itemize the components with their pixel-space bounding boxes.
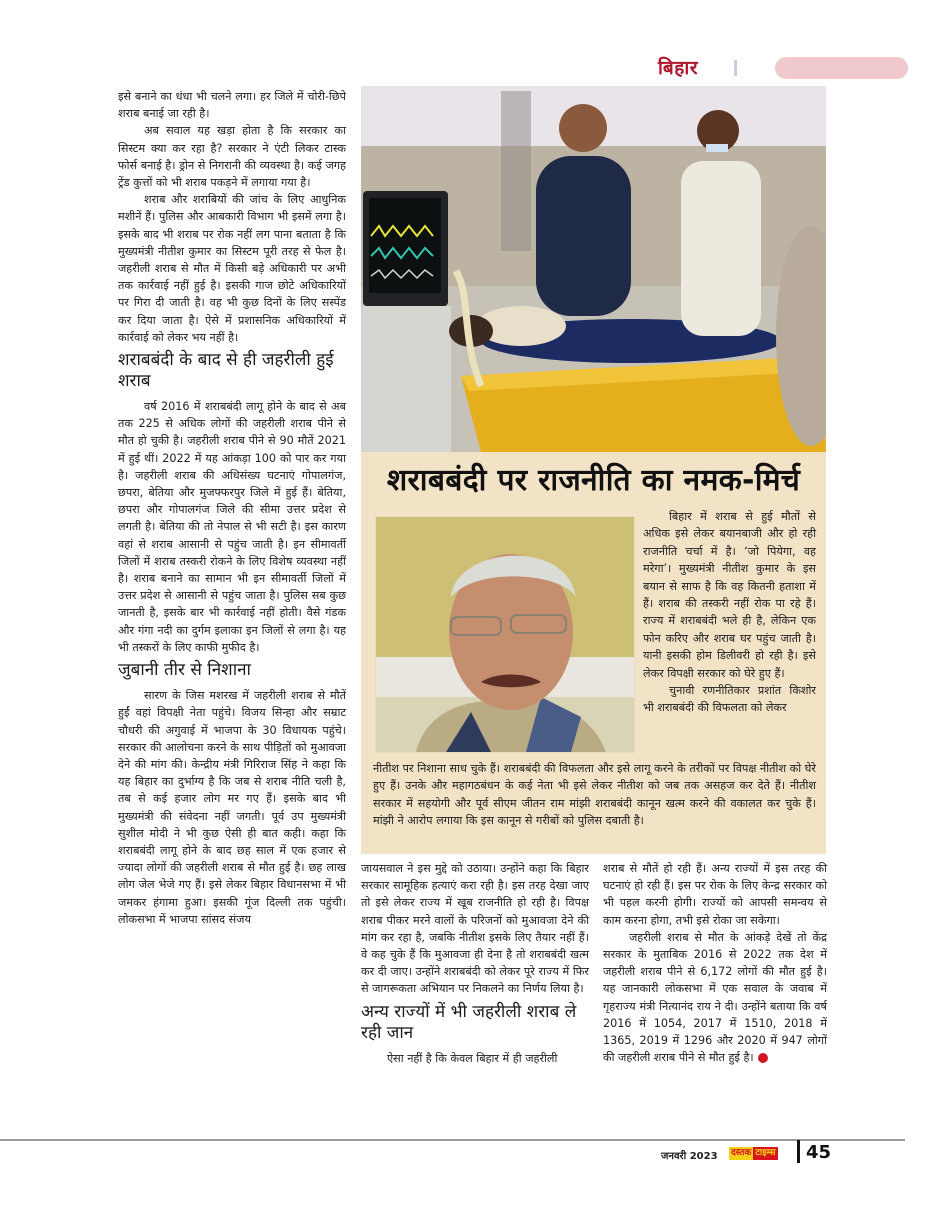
paragraph: चुनावी रणनीतिकार प्रशांत किशोर भी शराबबंदी की विफलता को लेकर: [643, 684, 816, 715]
subheading: शराबबंदी के बाद से ही जहरीली हुई शराब: [118, 350, 334, 392]
end-of-article-bullet-icon: [758, 1053, 768, 1063]
header-divider: [734, 60, 737, 76]
paragraph: अब सवाल यह खड़ा होता है कि सरकार का सिस्टम क्या कर रहा है? सरकार ने एंटी लिकर टास्क फोर्स बनाई है। ड्रोन से निगरानी की व्यवस्था है। कई जगह ट्रेंड कुत्तों को भी शराब पकड़ने में लगाया गया है।: [118, 124, 346, 190]
hospital-photo: [361, 86, 826, 452]
paragraph: ऐसा नहीं है कि केवल बिहार में ही जहरीली: [387, 1051, 558, 1065]
paragraph: जायसवाल ने इस मुद्दे को उठाया। उन्होंने कहा कि बिहार सरकार सामूहिक हत्याएं करा रही है। इस तरह देखा जाए तो इसे लेकर राज्य में खूब राजनीति हो रही है। विपक्ष शराब पीकर मरने वालों के परिजनों को मुआवजा देने की मांग कर रहा है, जबकि नीतीश इसके लिए तैयार नहीं हैं। वे कह चुके हैं कि मुआवजा ही देना है तो शराबबंदी खत्म कर दी जाए। उन्होंने शराबबंदी को लेकर पूरे राज्य में फिर से जागरूकता अभियान पर निकलने का निर्णय लिया है।: [361, 862, 589, 996]
footer-rule: [0, 1139, 905, 1141]
paragraph-text: जहरीली शराब से मौत के आंकड़े देखें तो केंद्र सरकार के मुताबिक 2016 से 2022 तक देश में जहरीली शराब पीने से 6,172 लोगों की मौत हुई है। यह जानकारी लोकसभा में एक सवाल के जवाब में गृहराज्य मंत्री नित्यानंद राय ने दी। उन्होंने बताया कि वर्ष 2016 में 1054, 2017 में 1510, 2018 में 1365, 2019 में 1296 और 2020 में 947 लोगों की जहरीली शराब पीने से मौत हुई है।: [603, 930, 827, 1065]
highlight-box-text-bottom: [373, 760, 816, 830]
paragraph: सारण के जिस मशरख में जहरीली शराब से मौतें हुईं वहां विपक्षी नेता पहुंचे। विजय सिन्हा और सम्राट चौधरी की अगुवाई में भाजपा के 30 विधायक पहुंचे। सरकार की आलोचना करने के साथ पीड़ितों को मुआवजा देने की मांग की। केन्द्रीय मंत्री गिरिराज सिंह ने कहा कि यह बिहार का दुर्भाग्य है कि जब से शराब नीति चली है, तब से कई हजार लोग मर गए हैं। इसके बाद भी मुख्यमंत्री की संवेदना नहीं जगती। पूर्व उप मुख्यमंत्री सुशील मोदी ने भी कुछ ऐसी ही बात कही। कहा कि शराबबंदी लागू होने के बाद छह साल में एक हजार से ज्यादा लोगों की जहरीली शराब से मौत हुई है। छह लाख लोग जेल भेजे गए हैं। इसे लेकर बिहार विधानसभा में भी जमकर हंगामा हुआ। इसकी गूंज दिल्ली तक पहुंची। लोकसभा में भाजपा सांसद संजय: [118, 689, 346, 926]
paragraph: नीतीश पर निशाना साध चुके हैं। शराबबंदी की विफलता और इसे लागू करने के तरीकों पर विपक्ष नीतीश को घेरे हुए हैं। उनके और महागठबंधन के कई नेता भी इसे लेकर नीतीश को जब तक असहज कर देते हैं। नीतीश सरकार में सहयोगी और पूर्व सीएम जीतन राम मांझी शराबबंदी कानून खत्म करने की वकालत कर चुके हैं। मांझी ने आरोप लगाया कि इस कानून से गरीबों को पुलिस दबाती है।: [373, 762, 816, 828]
logo-part-2: टाइम्स: [755, 1148, 776, 1158]
footer-divider: [797, 1140, 800, 1163]
section-label: बिहार: [658, 57, 699, 79]
paragraph: शराब से मौतें हो रही हैं। अन्य राज्यों में इस तरह की घटनाएं हो रही हैं। इस पर रोक के लिए केन्द्र सरकार को भी पहल करनी होगी। राज्यों को आपसी समन्वय से काम करना होगा, तभी इसे रोका जा सकेगा।: [603, 862, 827, 927]
portrait-photo: [375, 516, 635, 753]
hospital-photo-illustration: [361, 86, 826, 452]
highlight-box-title: शराबबंदी पर राजनीति का नमक-मिर्च: [386, 463, 801, 498]
magazine-logo: [729, 1147, 778, 1160]
page-number: 45: [806, 1142, 832, 1163]
paragraph: इसे बनाने का धंधा भी चलने लगा। हर जिले में चोरी-छिपे शराब बनाई जा रही है।: [118, 90, 346, 121]
subheading: अन्य राज्यों में भी जहरीली शराब ले रही जान: [361, 1001, 577, 1043]
column-middle: [361, 860, 589, 1067]
logo-part-1: दस्तक: [731, 1148, 752, 1158]
issue-date: जनवरी 2023: [661, 1151, 718, 1162]
portrait-photo-illustration: [376, 517, 634, 752]
header-decoration-pill: [775, 57, 908, 79]
column-left: [118, 88, 346, 928]
subheading: जुबानी तीर से निशाना: [118, 660, 251, 681]
paragraph: बिहार में शराब से हुई मौतों से अधिक इसे लेकर बयानबाजी और हो रही राजनीति चर्चा में है। ‘जो पियेगा, वह मरेगा’। मुख्यमंत्री नीतीश कुमार के इस बयान से साफ है कि वह कितनी हताशा में हैं। शराब की तस्करी नहीं रोक पा रहे हैं। राज्य में शराबबंदी भले ही है, लेकिन एक फोन करिए और शराब घर पहुंच जाती है। यानी इसकी होम डिलीवरी हो रही है। इसे लेकर विपक्षी सरकार को घेरे हुए हैं।: [643, 510, 816, 680]
paragraph: [603, 929, 827, 1067]
paragraph: शराब और शराबियों की जांच के लिए आधुनिक मशीनें हैं। पुलिस और आबकारी विभाग भी इसमें लगा है। इसके बाद भी शराब पर रोक नहीं लग पाना बताता है कि मुख्यमंत्री नीतीश कुमार का सिस्टम पूरी तरह से फेल है। जहरीली शराब से मौत में किसी बड़े अधिकारी पर अभी तक कार्रवाई नहीं हुई है। इसकी गाज छोटे अधिकारियों पर गिरा दी जाती है। वह भी कुछ दिनों के लिए सस्पेंड कर दिया जाता है। ऐसे में प्रशासनिक अधिकारियों में कार्रवाई को लेकर भय नहीं है।: [118, 193, 346, 344]
highlight-box-text-right: [643, 508, 816, 717]
paragraph: वर्ष 2016 में शराबबंदी लागू होने के बाद से अब तक 225 से अधिक लोगों की जहरीली शराब पीने से मौत हो चुकी है। जहरीली शराब पीने से 90 मौतें 2021 में हुई थीं। 2022 में यह आंकड़ा 100 को पार कर गया है। जहरीली शराब की अधिसंख्य घटनाएं गोपालगंज, छपरा, बेतिया और मुजफ्फरपुर जिले में हुई हैं। बेतिया, छपरा और गोपालगंज जिले की सीमा उत्तर प्रदेश से लगती है। बेतिया की तो नेपाल से भी सटी है। इस कारण वहां से शराब आसानी से पहुंच जाती है। इन सीमावर्ती जिलों में शराब तस्करी रोकने के लिए विशेष व्यवस्था नहीं है। शराब बनाने का सामान भी इन सीमावर्ती जिलों में उत्तर प्रदेश से आसानी से पहुंच जाता है। पुलिस सब कुछ जानती है, इसके बार भी कार्रवाई नहीं होती। वैसे गंडक और गंगा नदी का दुर्गम इलाका इन जिलों से लगा है। यह भी तस्करों के लिए काफी मुफीद है।: [118, 400, 346, 654]
column-right: [603, 860, 827, 1066]
